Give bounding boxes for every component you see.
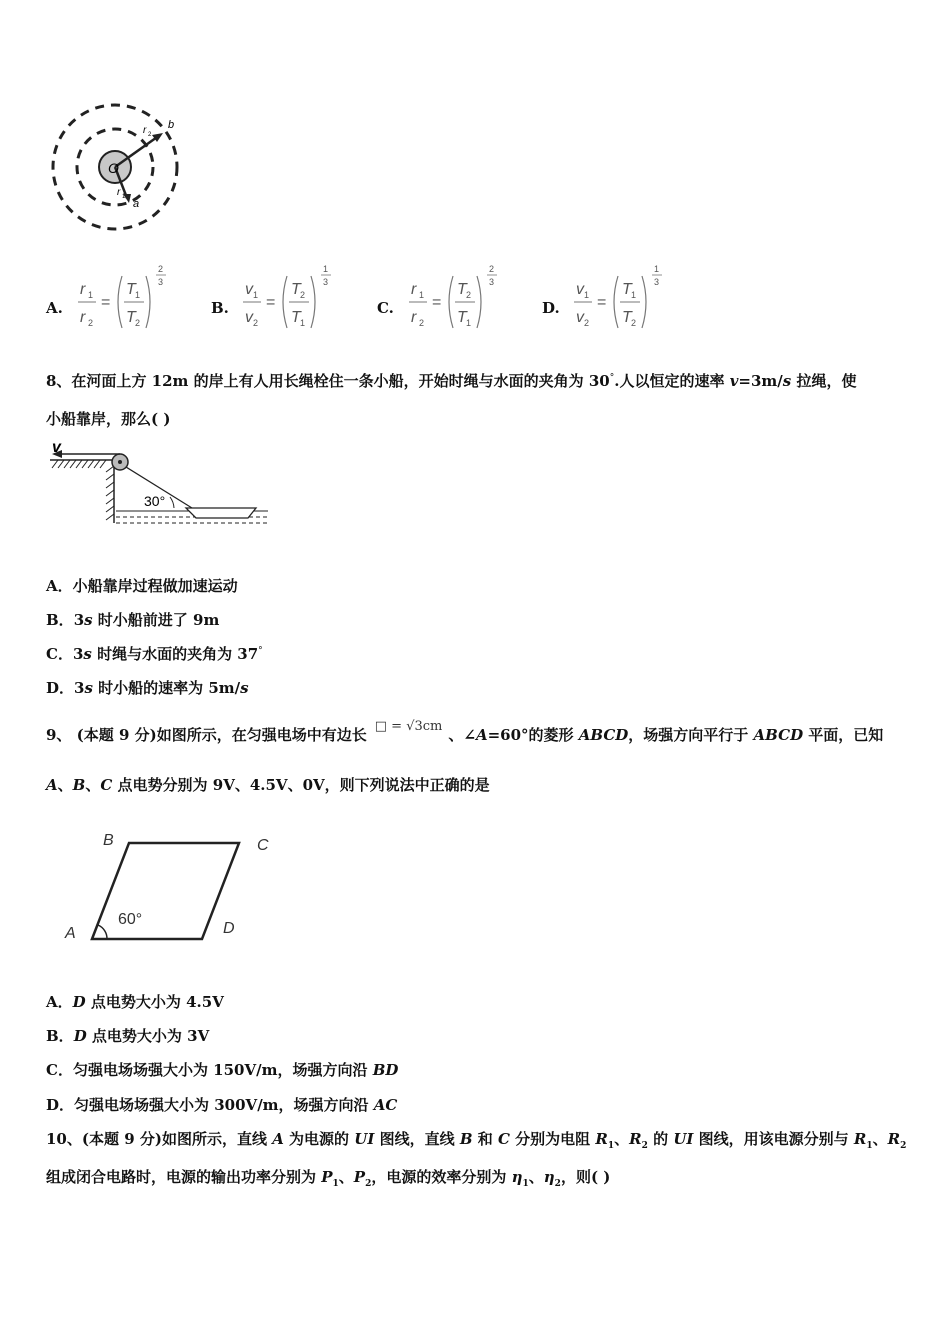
rhombus-label-c: C [257,837,269,854]
rhs-num-sub: 2 [466,290,472,300]
svg-text:=: = [101,294,111,311]
q7-option-c [377,262,527,332]
exp-den: 3 [158,277,164,287]
rhs-den-sub: 1 [466,318,472,328]
exp-num: 2 [489,264,495,274]
svg-text:=: = [432,294,442,311]
orbit-label-r1-sub: 1 [122,194,126,200]
q9-option-c: C．匀强电场场强大小为 150V/m，场强方向沿 BD [46,1061,399,1079]
rhombus-label-b: B [103,832,114,849]
option-formula [239,262,364,332]
lhs-den-sub: 2 [88,318,94,328]
q9-stem-line1: 9、 (本题 9 分)如图所示，在匀强电场中有边长 □ = √3cm 、∠A=60°的菱形 ABCD，场强方向平行于 ABCD 平面，已知 [46,719,884,744]
q9-option-b: B．D 点电势大小为 3V [46,1027,210,1045]
exp-den: 3 [489,277,495,287]
lhs-num: v [576,281,584,298]
option-letter: B. [211,299,229,317]
q7-option-d [542,262,692,332]
q9-side-formula: □ = √3cm [374,719,443,734]
q10-stem-line2: 组成闭合电路时，电源的输出功率分别为 $P_1$、$P_2$，电源的效率分别为 $\eta_1$、$\eta_2$，则( ) [46,1168,611,1189]
orbit-figure [45,95,185,235]
lhs-den: v [576,309,584,326]
rhombus-label-d: D [223,920,235,937]
rhs-num-sub: 1 [631,290,637,300]
rhs-den: T [126,309,136,326]
boat-figure [48,438,270,530]
q9-option-a: A．D 点电势大小为 4.5V [46,993,224,1011]
q7-option-a [46,262,196,332]
rhs-num: T [622,281,632,298]
option-letter: D. [542,299,560,317]
q8-option-b: B．3s 时小船前进了 9m [46,611,220,629]
svg-text:=: = [266,294,276,311]
option-letter: A. [46,299,63,317]
lhs-den-sub: 2 [253,318,259,328]
lhs-num: r [411,281,417,298]
option-formula [405,262,530,332]
q9-stem-line2: A、B、C 点电势分别为 9V、4.5V、0V，则下列说法中正确的是 [46,776,490,794]
option-formula [74,262,199,332]
rhs-den: T [457,309,467,326]
lhs-den: r [80,309,86,326]
q10-stem-line1: 10、(本题 9 分)如图所示，直线 A 为电源的 UI 图线，直线 B 和 C 分别为电阻 $R_1$、$R_2$ 的 UI 图线，用该电源分别与 $R_1$、$R_2$ [46,1130,907,1151]
rhs-den-sub: 2 [631,318,637,328]
q8-option-d: D．3s 时小船的速率为 5m/s [46,679,249,697]
lhs-num-sub: 1 [253,290,259,300]
exp-den: 3 [323,277,329,287]
rhs-num: T [126,281,136,298]
lhs-den-sub: 2 [419,318,425,328]
option-formula [570,262,695,332]
rhombus-angle: 60° [118,911,143,928]
rhs-den: T [622,309,632,326]
svg-text:=: = [597,294,607,311]
boat-fig-angle: 30° [144,493,166,509]
q8-stem-line1: 8、在河面上方 12m 的岸上有人用长绳栓住一条小船，开始时绳与水面的夹角为 30°.人以恒定的速率 v=3m/s 拉绳，使 [46,372,857,390]
rhs-num: T [457,281,467,298]
lhs-den: v [245,309,253,326]
rhombus-label-a: A [65,925,76,942]
q9-option-d: D．匀强电场场强大小为 300V/m，场强方向沿 AC [46,1096,398,1114]
q8-option-a: A．小船靠岸过程做加速运动 [46,577,238,595]
lhs-den: r [411,309,417,326]
orbit-label-o: O [108,160,119,176]
rhs-num: T [291,281,301,298]
lhs-den-sub: 2 [584,318,590,328]
lhs-num: v [245,281,253,298]
orbit-label-a: a [133,198,140,210]
option-letter: C. [377,299,394,317]
boat-fig-v: v [52,439,61,456]
exp-num: 2 [158,264,164,274]
exp-den: 3 [654,277,660,287]
lhs-num-sub: 1 [419,290,425,300]
q7-option-b [211,262,361,332]
orbit-label-r2-sub: 2 [148,132,152,138]
q8-option-c: C．3s 时绳与水面的夹角为 37° [46,645,263,663]
rhs-den-sub: 2 [135,318,141,328]
lhs-num: r [80,281,86,298]
orbit-label-b: b [168,119,175,131]
q8-stem-line2: 小船靠岸，那么( ) [46,410,171,428]
lhs-num-sub: 1 [584,290,590,300]
lhs-num-sub: 1 [88,290,94,300]
rhs-num-sub: 2 [300,290,306,300]
rhombus-figure [58,822,288,952]
exp-num: 1 [654,264,660,274]
orbit-label-r1: r [117,187,121,198]
rhs-den-sub: 1 [300,318,306,328]
rhs-den: T [291,309,301,326]
rhs-num-sub: 1 [135,290,141,300]
orbit-label-r2: r [143,125,147,136]
exp-num: 1 [323,264,329,274]
